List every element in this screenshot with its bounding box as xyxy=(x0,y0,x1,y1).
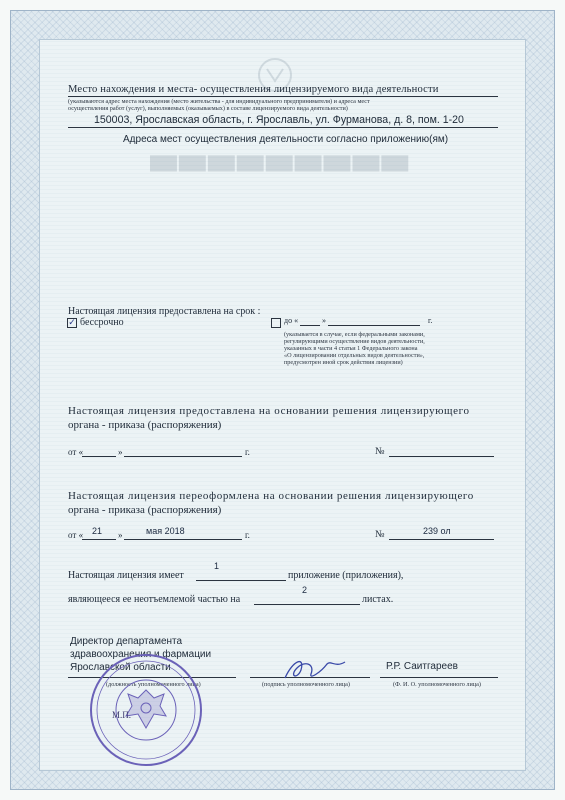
term-until-mid: » xyxy=(322,316,326,325)
basis-day-line xyxy=(82,456,116,457)
basis-number-label: № xyxy=(375,446,385,457)
background-watermark: ▀▀▀▀▀▀▀▀▀ xyxy=(150,156,411,186)
reissue-day: 21 xyxy=(92,526,103,536)
term-note-1: (указывается в случае, если федеральными законами, xyxy=(284,331,425,338)
signer-position-1: Директор департамента xyxy=(70,636,183,647)
stamp-place-label: М.П. xyxy=(112,710,132,720)
appendix-sheets: 2 xyxy=(302,585,308,595)
basis-from: от « xyxy=(68,447,84,457)
official-seal xyxy=(88,652,204,768)
term-note-3: указанных в части 4 статьи 1 Федерального закона xyxy=(284,345,418,352)
term-indefinite-label: бессрочно xyxy=(80,317,124,328)
checkbox-indefinite[interactable]: ✓ xyxy=(68,318,76,328)
reissue-number-label: № xyxy=(375,529,385,540)
caption-name: (Ф. И. О. уполномоченного лица) xyxy=(393,681,481,688)
address-text: 150003, Ярославская область, г. Ярославль, ул. Фурманова, д. 8, пом. 1-20 xyxy=(94,114,464,126)
appendix-sheets-line xyxy=(254,604,360,605)
term-note-2: регулирующими осуществление видов деятельности, xyxy=(284,338,425,345)
handwritten-signature xyxy=(275,650,355,685)
term-day-line xyxy=(300,325,320,326)
basis-month-line xyxy=(124,456,242,457)
checkbox-until[interactable] xyxy=(271,318,281,328)
reissue-day-line xyxy=(82,539,116,540)
address-underline xyxy=(68,127,498,128)
reissue-mid: » xyxy=(118,530,123,540)
name-line xyxy=(380,677,498,678)
term-note-5: предусмотрен иной срок действия лицензии) xyxy=(284,359,403,366)
header-note-1: (указываются адрес места нахождения (место жительства - для индивидуального предпринимателя) и адреса мест xyxy=(68,98,370,105)
appendix-line-1-suffix: приложение (приложения), xyxy=(288,570,404,581)
appendix-count: 1 xyxy=(214,561,220,571)
reissue-line-2: органа - приказа (распоряжения) xyxy=(68,504,222,516)
signer-name: Р.Р. Саитгареев xyxy=(386,661,458,672)
basis-line-2: органа - приказа (распоряжения) xyxy=(68,419,222,431)
appendix-count-line xyxy=(196,580,286,581)
signer-position-3: Ярославской области xyxy=(70,662,171,673)
caption-signature: (подпись уполномоченного лица) xyxy=(262,681,350,688)
term-month-line xyxy=(328,325,420,326)
term-until-prefix: до « xyxy=(284,316,299,325)
header-note-2: осуществления работ (услуг), выполняемых (оказываемых) в составе лицензируемого вида деятельности) xyxy=(68,105,348,112)
header-underline xyxy=(68,96,498,97)
appendix-line-1-prefix: Настоящая лицензия имеет xyxy=(68,570,184,581)
signer-position-2: здравоохранения и фармации xyxy=(70,649,212,660)
header-title: Место нахождения и места- осуществления лицензируемого вида деятельности xyxy=(68,84,439,95)
term-note-4: «О лицензировании отдельных видов деятельности», xyxy=(284,352,425,359)
reissue-month-line xyxy=(124,539,242,540)
basis-number-line xyxy=(389,456,494,457)
reissue-number: 239 ол xyxy=(423,526,451,536)
basis-year-suffix: г. xyxy=(245,447,250,457)
term-until-suffix: г. xyxy=(428,316,433,325)
term-label: Настоящая лицензия предоставлена на срок : xyxy=(68,306,261,317)
appendix-line-2-prefix: являющееся ее неотъемлемой частью на xyxy=(68,594,241,605)
reissue-month-year: мая 2018 xyxy=(146,526,185,536)
reissue-year-suffix: г. xyxy=(245,530,250,540)
basis-mid: » xyxy=(118,447,123,457)
reissue-line-1: Настоящая лицензия переоформлена на основании решения лицензирующего xyxy=(68,490,474,502)
basis-line-1: Настоящая лицензия предоставлена на основании решения лицензирующего xyxy=(68,405,470,417)
appendix-line-2-suffix: листах. xyxy=(362,594,394,605)
reissue-from: от « xyxy=(68,530,84,540)
reissue-number-line xyxy=(389,539,494,540)
appendix-note: Адреса мест осуществления деятельности согласно приложению(ям) xyxy=(123,134,449,145)
caption-position: (должность уполномоченного лица) xyxy=(106,681,201,688)
